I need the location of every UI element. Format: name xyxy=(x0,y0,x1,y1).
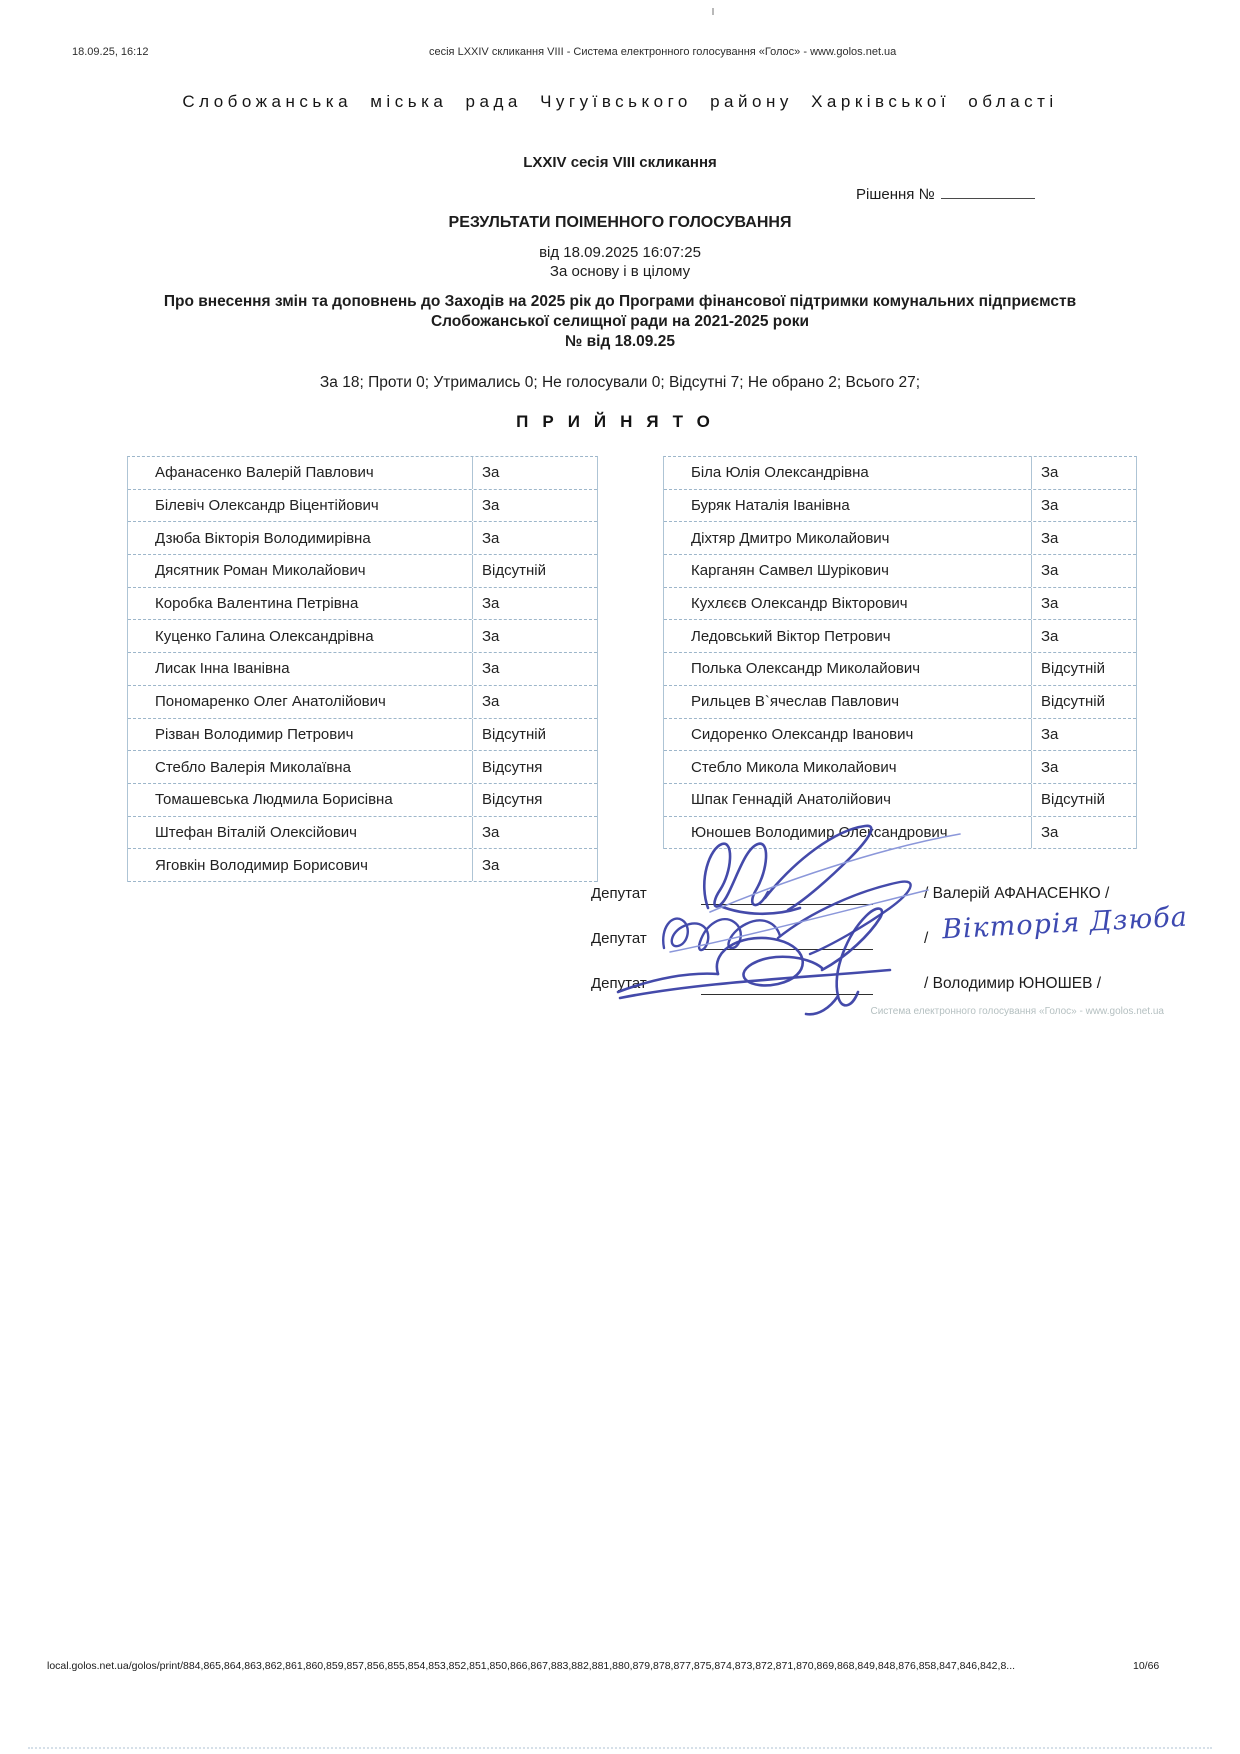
footer-url: local.golos.net.ua/golos/print/884,865,864,863,862,861,860,859,857,856,855,854,853,852,851,850,866,867,883,882,881,880,879,878,877,875,874,873,872,871,870,869,868,849,848,876,858,847,846,842,8... xyxy=(47,1660,1016,1672)
deputy-name: Різван Володимир Петрович xyxy=(155,725,354,743)
table-row xyxy=(128,686,597,719)
table-row xyxy=(128,588,597,621)
vote-value: Відсутня xyxy=(472,751,597,783)
vote-value: За xyxy=(1031,555,1136,587)
table-row xyxy=(664,686,1136,719)
session-line: LXXIV сесія VIII скликання xyxy=(523,154,717,171)
council-title: Слобожанська міська рада Чугуївського району Харківської області xyxy=(182,92,1058,111)
vote-value: За xyxy=(472,686,597,718)
vote-value: Відсутній xyxy=(1031,784,1136,816)
deputy-name: Рильцев В`ячеслав Павлович xyxy=(691,693,900,711)
vote-value: Відсутній xyxy=(472,555,597,587)
vote-table-right xyxy=(663,456,1137,849)
deputy-name: Карганян Самвел Шурікович xyxy=(691,562,889,580)
deputy-name: Стебло Микола Миколайович xyxy=(691,758,897,776)
deputy-name: Білевіч Олександр Віцентійович xyxy=(155,497,379,515)
deputy-name: Афанасенко Валерій Павлович xyxy=(155,464,374,482)
vote-value: За xyxy=(472,817,597,849)
deputy-name: Шпак Геннадій Анатолійович xyxy=(691,791,891,809)
deputy-name: Штефан Віталій Олексійович xyxy=(155,823,357,841)
table-row xyxy=(128,849,597,882)
scan-artifact-dot xyxy=(712,8,714,15)
vote-value: За xyxy=(472,849,597,881)
deputy-name: Лисак Інна Іванівна xyxy=(155,660,290,678)
deputy-name: Діхтяр Дмитро Миколайович xyxy=(691,529,890,547)
deputy-name: Полька Олександр Миколайович xyxy=(691,660,921,678)
decision-number-row xyxy=(856,184,1035,203)
table-row xyxy=(128,784,597,817)
ink-signatures xyxy=(560,820,980,1020)
table-row xyxy=(128,522,597,555)
signature-scribble-3 xyxy=(618,909,890,1015)
vote-value: За xyxy=(1031,457,1136,489)
footer-page-number: 10/66 xyxy=(1133,1660,1160,1672)
decision-label: Рішення № xyxy=(856,186,935,203)
vote-value: За xyxy=(1031,817,1136,849)
table-row xyxy=(664,588,1136,621)
printed-name: / Володимир ЮНОШЕВ / xyxy=(924,975,1102,992)
deputy-name: Кухлєєв Олександр Вікторович xyxy=(691,595,908,613)
signature-scribble-2-flourish xyxy=(670,890,928,952)
vote-value: За xyxy=(1031,588,1136,620)
signature-scribble-1 xyxy=(704,826,871,914)
table-row xyxy=(128,490,597,523)
deputy-name: Стебло Валерія Миколаївна xyxy=(155,758,351,776)
subject-line-2: Слобожанської селищної ради на 2021-2025 роки xyxy=(430,313,810,330)
vote-value: За xyxy=(472,457,597,489)
vote-subject xyxy=(70,292,1170,352)
print-header-title: сесія LXXIV скликання VIII - Система електронного голосування «Голос» - www.golos.net.ua xyxy=(429,46,897,58)
deputy-label: Депутат xyxy=(591,885,647,902)
print-header-datetime: 18.09.25, 16:12 xyxy=(72,46,149,58)
vote-value: Відсутній xyxy=(472,719,597,751)
vote-value: За xyxy=(1031,490,1136,522)
vote-value: Відсутня xyxy=(472,784,597,816)
decision-status: ПРИЙНЯТО xyxy=(516,412,724,431)
table-row xyxy=(664,751,1136,784)
table-row xyxy=(128,653,597,686)
table-row xyxy=(664,784,1136,817)
deputy-name: Дзюба Вікторія Володимирівна xyxy=(155,529,371,547)
table-row xyxy=(664,555,1136,588)
decision-number-blank xyxy=(941,184,1035,199)
handwritten-signature-dzyuba: Вікторія Дзюба xyxy=(941,901,1189,946)
deputy-name: Коробка Валентина Петрівна xyxy=(155,595,359,613)
deputy-name: Ледовський Віктор Петрович xyxy=(691,627,891,645)
table-row xyxy=(664,719,1136,752)
table-row xyxy=(128,817,597,850)
table-row xyxy=(664,522,1136,555)
vote-value: За xyxy=(472,653,597,685)
table-row xyxy=(128,555,597,588)
table-row xyxy=(128,620,597,653)
deputy-name: Сидоренко Олександр Іванович xyxy=(691,725,914,743)
table-row xyxy=(128,719,597,752)
deputy-name: Дясятник Роман Миколайович xyxy=(155,562,366,580)
printed-slash: / xyxy=(924,930,929,947)
vote-value: За xyxy=(472,522,597,554)
deputy-name: Пономаренко Олег Анатолійович xyxy=(155,693,386,711)
deputy-label: Депутат xyxy=(591,930,647,947)
deputy-name: Юношев Володимир Олександрович xyxy=(691,823,948,841)
table-row xyxy=(664,490,1136,523)
table-row xyxy=(664,620,1136,653)
table-row xyxy=(664,457,1136,490)
vote-datetime: від 18.09.2025 16:07:25 xyxy=(539,244,701,261)
vote-value: За xyxy=(472,620,597,652)
system-watermark: Система електронного голосування «Голос» - www.golos.net.ua xyxy=(870,1006,1164,1017)
vote-value: Відсутній xyxy=(1031,653,1136,685)
deputy-name: Буряк Наталія Іванівна xyxy=(691,497,850,515)
vote-value: За xyxy=(1031,751,1136,783)
deputy-name: Біла Юлія Олександрівна xyxy=(691,464,869,482)
subject-line-1: Про внесення змін та доповнень до Заходів на 2025 рік до Програми фінансової підтримки комунальних підприємств xyxy=(163,293,1077,310)
deputy-label: Депутат xyxy=(591,975,647,992)
vote-basis: За основу і в цілому xyxy=(549,263,691,280)
vote-value: За xyxy=(1031,719,1136,751)
vote-table-left xyxy=(127,456,598,882)
results-title: РЕЗУЛЬТАТИ ПОІМЕННОГО ГОЛОСУВАННЯ xyxy=(448,214,792,231)
vote-value: За xyxy=(1031,522,1136,554)
vote-value: Відсутній xyxy=(1031,686,1136,718)
printed-name: / Валерій АФАНАСЕНКО / xyxy=(924,885,1110,902)
vote-value: За xyxy=(1031,620,1136,652)
vote-value: За xyxy=(472,588,597,620)
scan-artifact-bottom-line xyxy=(28,1747,1212,1749)
table-row xyxy=(128,457,597,490)
deputy-name: Яговкін Володимир Борисович xyxy=(155,856,368,874)
vote-totals: За 18; Проти 0; Утримались 0; Не голосували 0; Відсутні 7; Не обрано 2; Всього 27; xyxy=(319,374,921,391)
subject-line-3: № від 18.09.25 xyxy=(565,333,675,350)
vote-value: За xyxy=(472,490,597,522)
table-row xyxy=(128,751,597,784)
deputy-name: Куценко Галина Олександрівна xyxy=(155,627,374,645)
deputy-name: Томашевська Людмила Борисівна xyxy=(155,791,393,809)
table-row xyxy=(664,653,1136,686)
